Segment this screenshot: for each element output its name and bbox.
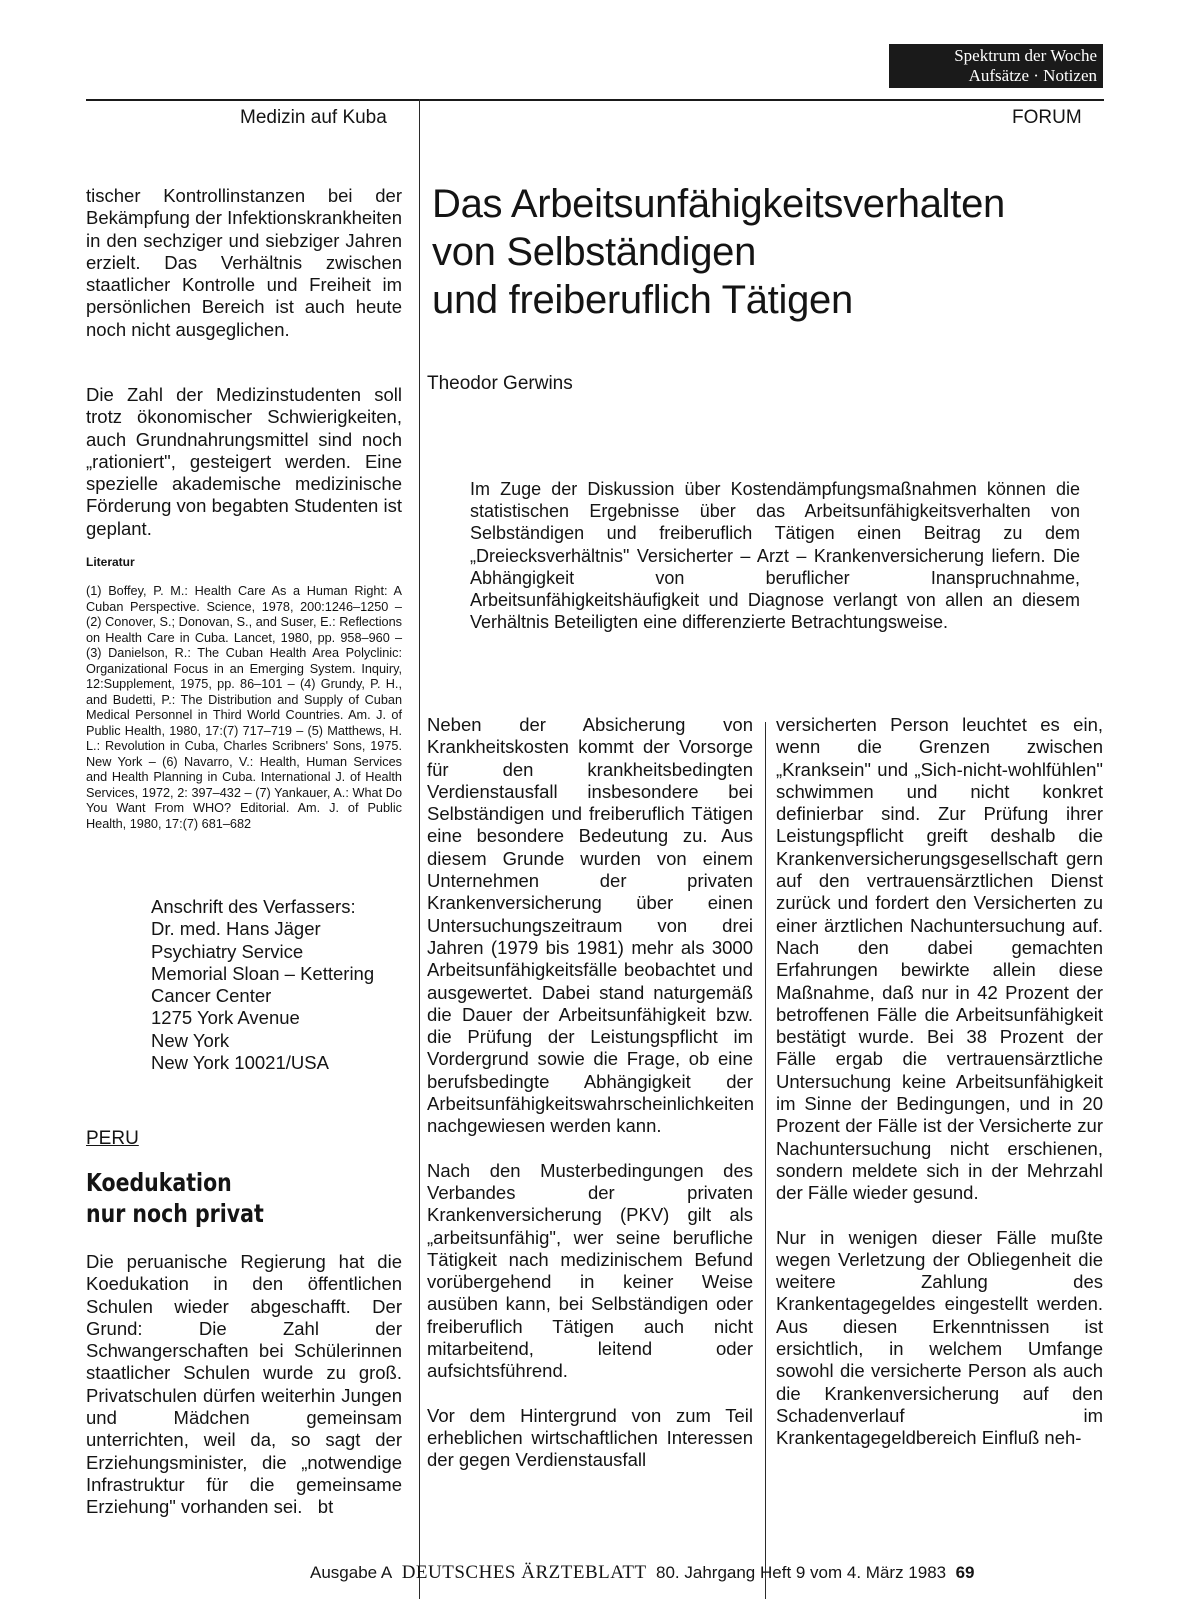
column-divider — [419, 99, 420, 1599]
badge-line-1: Spektrum der Woche — [954, 46, 1097, 65]
address-line: Cancer Center — [151, 985, 272, 1007]
footer-journal: DEUTSCHES ÄRZTEBLATT — [401, 1562, 647, 1583]
address-line: 1275 York Avenue — [151, 1007, 300, 1029]
article-column-divider — [765, 722, 766, 1599]
page-number: 69 — [955, 1563, 975, 1582]
header-rule — [86, 99, 1104, 101]
badge-line-2: Aufsätze · Notizen — [968, 66, 1097, 85]
author-address — [151, 896, 374, 1074]
article-title: Das Arbeitsunfähigkeitsverhalten von Selbständigen und freiberuflich Tätigen — [432, 182, 1005, 322]
literature-list: (1) Boffey, P. M.: Health Care As a Human Right: A Cuban Perspective. Science, 1978, 200:1246–1250 – (2) Conover, S.; Donovan, S., and Suser, E.: Reflections on Health Care in Cuba. Lancet, 1980, pp. 958–960 – (3) Danielson, R.: The Cuban Health Area Polyclinic: Organizational Focus in an Emerging System. Inquiry, 12:Supplement, 1975, pp. 86–101 – (4) Grundy, P. H., and Budetti, P.: The Distribution and Supply of Cuban Medical Personnel in Third World Countries. Am. J. of Public Health, 1980, 17:(7) 717–719 – (5) Matthews, H. L.: Revolution in Cuba, Charles Scribners' Sons, 1975. New York – (6) Navarro, V.: Health, Human Services and Health Planning in Cuba. International J. of Health Services, 1972, 2: 397–432 – (7) Yankauer, A.: What Do You Want From WHO? Editorial. Am. J. of Public Health, 1980, 17:(7) 681–682 — [86, 584, 402, 831]
left-paragraph-2: Die Zahl der Medizinstudenten soll trotz ökonomischer Schwierigkeiten, auch Grundnahrungsmittel sind noch „rationiert", gesteigert werden. Eine spezielle akademische medizinische Förderung von begabten Studenten ist geplant. — [86, 384, 402, 539]
footer-edition: Ausgabe A — [310, 1563, 393, 1582]
section-badge — [889, 44, 1103, 88]
literature-heading: Literatur — [86, 555, 135, 569]
address-line: New York — [151, 1029, 230, 1051]
article-paragraph: versicherten Person leuchtet es ein, wenn die Grenzen zwischen „Kranksein" und „Sich-nicht-wohlfühlen" schwimmen und nicht konkret definierbar sind. Zur Prüfung ihrer Leistungspflicht greift deshalb die Krankenversicherungsgesellschaft gern auf den vertrauensärztlichen Dienst zurück und fordert den Versicherten zu einer ärztlichen Nachuntersuchung auf. Nach den dabei gemachten Erfahrungen bewirkte allein diese Maßnahme, daß nur in 42 Prozent der betroffenen Fälle die Arbeitsunfähigkeit bestätigt wurde. Bei 38 Prozent der Fälle ergab die vertrauensärztliche Untersuchung keine Arbeitsunfähigkeit im Sinne der Bedingungen, und in 20 Prozent der Fälle ist der Versicherte zur Nachuntersuchung nicht erschienen, sondern meldete sich in der Mehrzahl der Fälle wieder gesund. — [776, 714, 1103, 1204]
address-line: Memorial Sloan – Kettering — [151, 962, 375, 984]
article-column-2 — [776, 714, 1103, 1450]
peru-article-text: Die peruanische Regierung hat die Koedukation in den öffentlichen Schulen wieder abgeschafft. Der Grund: Die Zahl der Schwangerschaften bei Schülerinnen staatlicher Schulen wurde zu groß. Privatschulen dürfen weiterhin Jungen und Mädchen gemeinsam unterrichten, weil da, so sagt der Erziehungsminister, die „notwendige Infrastruktur für die gemeinsame Erziehung" vorhanden sei. bt — [86, 1251, 402, 1518]
left-paragraph-1: tischer Kontrollinstanzen bei der Bekämpfung der Infektionskrankheiten in den sechziger und siebziger Jahren erzielt. Das Verhältnis zwischen staatlicher Kontrolle und Freiheit im persönlichen Bereich ist auch heute noch nicht ausgeglichen. — [86, 185, 402, 340]
peru-headline: Koedukation nur noch privat — [86, 1168, 264, 1228]
address-line: Psychiatry Service — [151, 940, 304, 962]
article-paragraph: Neben der Absicherung von Krankheitskosten kommt der Vorsorge für den krankheitsbedingten Verdienstausfall insbesondere bei Selbständigen und freiberuflich Tätigen eine besondere Bedeutung zu. Aus diesem Grunde wurden von einem Unternehmen der privaten Krankenversicherung über einen Untersuchungszeitraum von drei Jahren (1979 bis 1981) mehr als 3000 Arbeitsunfähigkeitsfälle beobachtet und ausgewertet. Dabei stand naturgemäß die Dauer der Arbeitsunfähigkeit bzw. die Prüfung der Leistungspflicht im Vordergrund sowie die Frage, ob eine berufsbedingte Abhängigkeit der Arbeitsunfähigkeitswahrscheinlichkeiten nachgewiesen werden kann. — [427, 714, 755, 1137]
page-footer — [310, 1562, 975, 1584]
article-abstract: Im Zuge der Diskussion über Kostendämpfungsmaßnahmen können die statistischen Ergebnisse über das Arbeitsunfähigkeitsverhalten von Selbständigen und freiberuflich Tätigen einen Beitrag zu dem „Dreiecksverhältnis" Versicherter – Arzt – Krankenversicherung liefern. Die Abhängigkeit von beruflicher Inanspruchnahme, Arbeitsunfähigkeitshäufigkeit und Diagnose verlangt von allen an diesem Verhältnis Beteiligten eine differenzierte Betrachtungsweise. — [470, 479, 1080, 633]
footer-issue: 80. Jahrgang Heft 9 vom 4. März 1983 — [656, 1563, 947, 1582]
article-paragraph: Nur in wenigen dieser Fälle mußte wegen Verletzung der Obliegenheit die weitere Zahlung des Krankentagegeldes eingestellt werden. Aus diesen Erkenntnissen ist ersichtlich, in welchem Umfange sowohl die versicherte Person als auch die Krankenversicherung auf den Schadenverlauf im Krankentagegeldbereich Einfluß neh- — [776, 1226, 1103, 1449]
address-line: Anschrift des Verfassers: — [151, 896, 356, 917]
article-paragraph: Vor dem Hintergrund von zum Teil erheblichen wirtschaftlichen Interessen der gegen Verdienstausfall — [427, 1404, 753, 1471]
address-line: New York 10021/USA — [151, 1052, 329, 1074]
address-line: Dr. med. Hans Jäger — [151, 918, 321, 940]
right-running-head: FORUM — [1012, 107, 1082, 128]
left-running-head: Medizin auf Kuba — [240, 107, 387, 128]
article-paragraph: Nach den Musterbedingungen des Verbandes der privaten Krankenversicherung (PKV) gilt als „arbeitsunfähig", wer seine berufliche Tätigkeit nach medizinischem Befund vorübergehend in keiner Weise ausüben kann, bei Selbständigen oder freiberuflich Tätigen auch nicht mitarbeitend, leitend oder aufsichtsführend. — [427, 1159, 753, 1382]
article-column-1 — [427, 714, 753, 1472]
section-label-peru: PERU — [86, 1128, 139, 1149]
peru-signature: bt — [317, 1496, 334, 1518]
article-author: Theodor Gerwins — [427, 373, 573, 394]
